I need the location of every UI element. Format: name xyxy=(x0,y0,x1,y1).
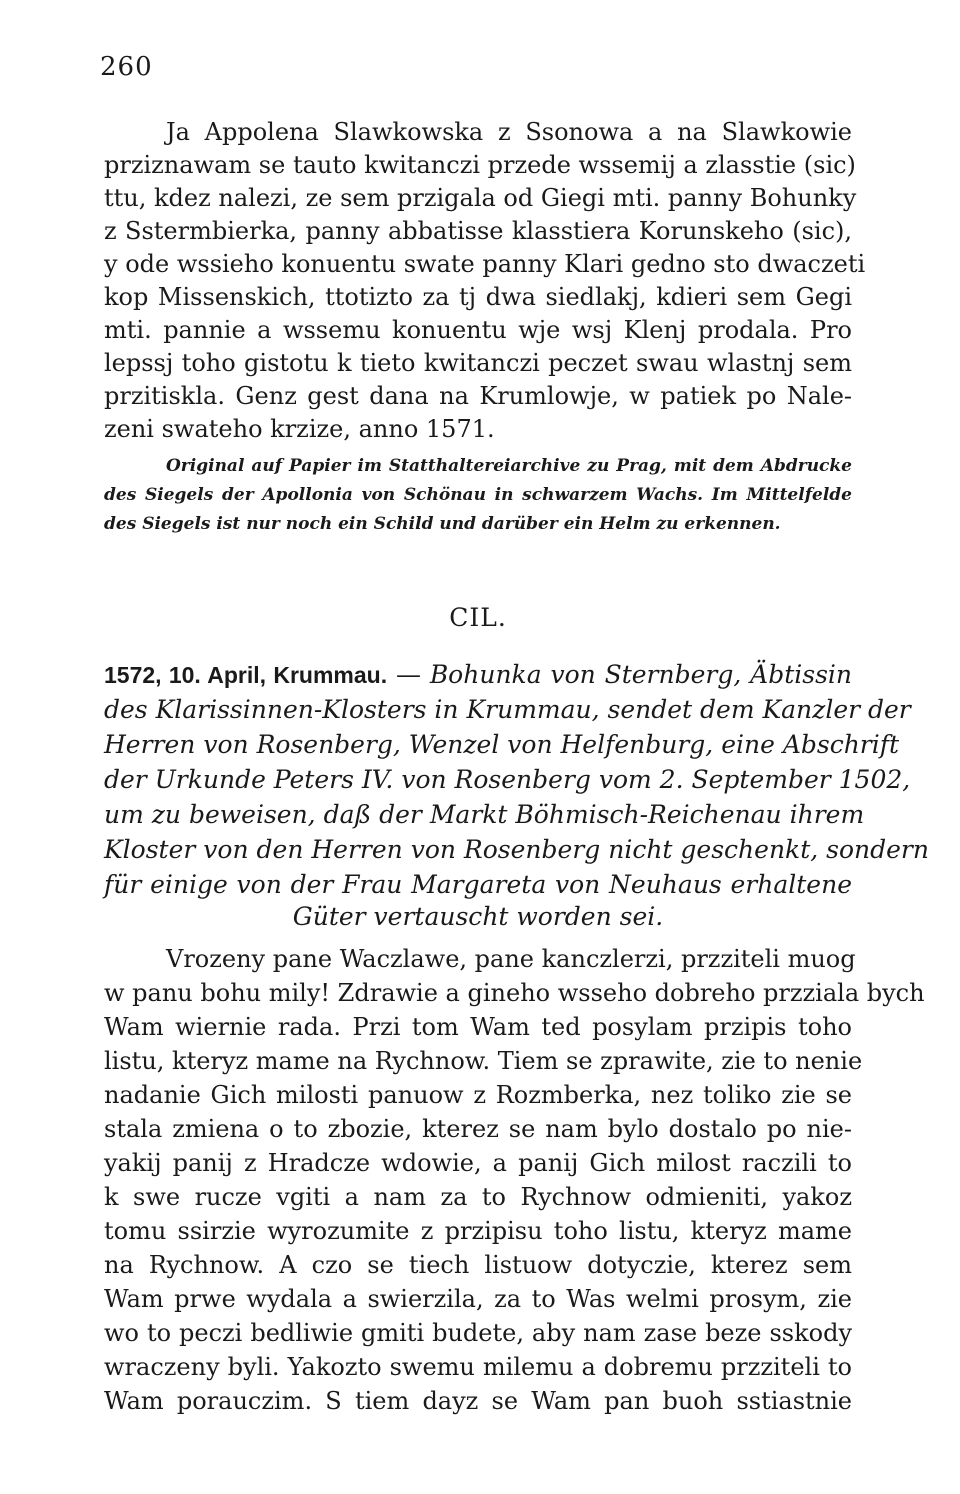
letter-line: w panu bohu mily! Zdrawie a gineho wsseho dobreho przziala bych xyxy=(104,979,925,1007)
letter-line: tomu ssirzie wyrozumite z przipisu toho listu, kteryz mame xyxy=(104,1217,852,1245)
regest-line: Herren von Rosenberg, Wenzel von Helfenburg, eine Abschrift xyxy=(104,730,900,759)
regest-line: Kloster von den Herren von Rosenberg nicht geschenkt, sondern xyxy=(104,835,929,864)
charter-line: mti. pannie a wssemu konuentu wje wsj Klenj prodala. Pro xyxy=(104,316,852,344)
charter-line: z Sstermbierka, panny abbatisse klasstiera Korunskeho (sic), xyxy=(104,217,852,245)
note-line: des Siegels der Apollonia von Schönau in schwarzem Wachs. Im Mittelfelde xyxy=(104,485,852,505)
charter-line: przitiskla. Genz gest dana na Krumlowje, w patiek po Nale- xyxy=(104,382,852,410)
letter-line: Vrozeny pane Waczlawe, pane kanczlerzi, przziteli muog xyxy=(166,945,856,973)
charter-line: prziznawam se tauto kwitanczi przede wssemij a zlasstie (sic) xyxy=(104,151,856,179)
regest-line: für einige von der Frau Margareta von Neuhaus erhaltene xyxy=(104,870,852,899)
letter-line: Wam porauczim. S tiem dayz se Wam pan buoh sstiastnie xyxy=(104,1387,852,1415)
charter-line: ttu, kdez nalezi, ze sem przigala od Giegi mti. panny Bohunky xyxy=(104,184,857,212)
charter-line: zeni swateho krzize, anno 1571. xyxy=(104,415,495,443)
regest-first-line xyxy=(104,659,852,691)
regest-text: Bohunka von Sternberg, Äbtissin xyxy=(429,660,852,689)
letter-line: listu, kteryz mame na Rychnow. Tiem se zprawite, zie to nenie xyxy=(104,1047,863,1075)
letter-line: Wam wiernie rada. Przi tom Wam ted posylam przipis toho xyxy=(104,1013,852,1041)
letter-line: yakij panij z Hradcze wdowie, a panij Gich milost raczili to xyxy=(104,1149,852,1177)
charter-line: kop Missenskich, ttotizto za tj dwa siedlakj, kdieri sem Gegi xyxy=(104,283,852,311)
regest-line: um zu beweisen, daß der Markt Böhmisch-Reichenau ihrem xyxy=(104,800,865,829)
letter-line: k swe rucze vgiti a nam za to Rychnow odmieniti, yakoz xyxy=(104,1183,852,1211)
letter-line: wo to peczi bedliwie gmiti budete, aby nam zase beze sskody xyxy=(104,1319,852,1347)
charter-line: y ode wssieho konuentu swate panny Klari gedno sto dwaczeti xyxy=(104,250,866,278)
note-line: des Siegels ist nur noch ein Schild und darüber ein Helm zu erkennen. xyxy=(104,514,781,534)
dash: — xyxy=(395,660,421,689)
regest-line: des Klarissinnen-Klosters in Krummau, sendet dem Kanzler der xyxy=(104,695,911,724)
letter-line: Wam prwe wydala a swierzila, za to Was welmi prosym, zie xyxy=(104,1285,852,1313)
note-line: Original auf Papier im Statthaltereiarchive zu Prag, mit dem Abdrucke xyxy=(166,456,852,476)
page-number: 260 xyxy=(100,52,153,82)
letter-line: stala zmiena o to zbozie, kterez se nam bylo dostalo po nie- xyxy=(104,1115,852,1143)
charter-line: Ja Appolena Slawkowska z Ssonowa a na Slawkowie xyxy=(166,118,852,146)
letter-line: na Rychnow. A czo se tiech listuow dotyczie, kterez sem xyxy=(104,1251,852,1279)
date-place: 1572, 10. April, Krummau. xyxy=(104,662,388,688)
letter-line: nadanie Gich milosti panuow z Rozmberka, nez toliko zie se xyxy=(104,1081,852,1109)
regest-last-line: Güter vertauscht worden sei. xyxy=(292,902,664,931)
charter-line: lepssj toho gistotu k tieto kwitanczi peczet swau wlastnj sem xyxy=(104,349,852,377)
document-number: CIL. xyxy=(449,603,507,632)
regest-line: der Urkunde Peters IV. von Rosenberg vom 2. September 1502, xyxy=(104,765,911,794)
letter-line: wraczeny byli. Yakozto swemu milemu a dobremu przziteli to xyxy=(104,1353,852,1381)
